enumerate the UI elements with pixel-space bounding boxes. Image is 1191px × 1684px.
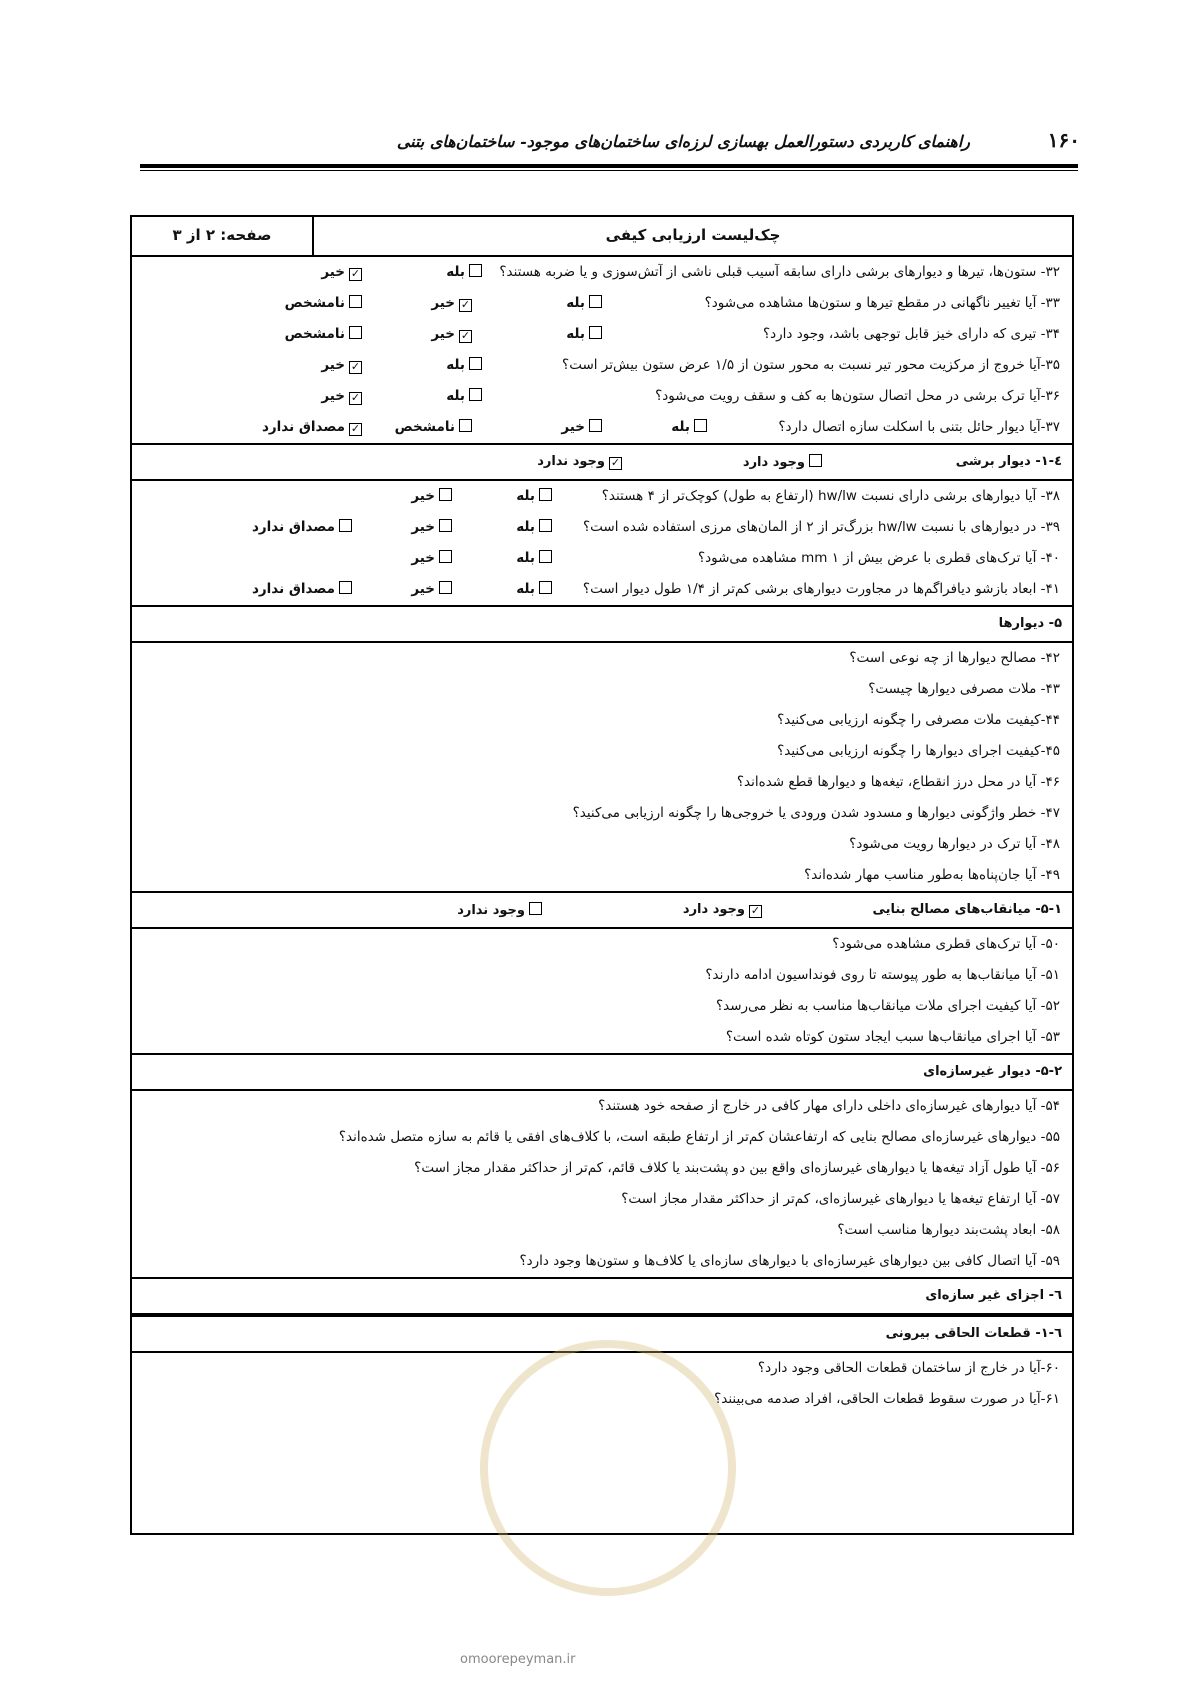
question-row: ۳۹- در دیوارهای با نسبت hw/lw بزرگ‌تر از ۲ از المان‌های مرزی استفاده شده است؟ بله خیر مصداق ندارد bbox=[251, 519, 1060, 535]
checkbox[interactable] bbox=[809, 454, 822, 467]
checkbox[interactable] bbox=[694, 419, 707, 432]
question-row: ۴۸- آیا ترک در دیوارها رویت می‌شود؟ bbox=[849, 836, 1060, 852]
question-row: ۴۹- آیا جان‌پناه‌ها به‌طور مناسب مهار شده‌اند؟ bbox=[804, 867, 1060, 883]
question-row: ۵۲- آیا کیفیت اجرای ملات میانقاب‌ها مناسب به نظر می‌رسد؟ bbox=[715, 998, 1060, 1014]
question-row: ۴۴-کیفیت ملات مصرفی را چگونه ارزیابی می‌کنید؟ bbox=[777, 712, 1060, 728]
question-row: ۶۰-آیا در خارج از ساختمان قطعات الحاقی وجود دارد؟ bbox=[757, 1360, 1060, 1376]
question-row: ۳۵-آیا خروج از مرکزیت محور تیر نسبت به محور ستون از ۱/۵ عرض ستون بیش‌تر است؟ بله ✓خیر bbox=[321, 357, 1060, 373]
question-row: ۵۰- آیا ترک‌های قطری مشاهده می‌شود؟ bbox=[832, 936, 1060, 952]
checkbox[interactable] bbox=[469, 388, 482, 401]
form-page: صفحه: ۲ از ۳ bbox=[132, 217, 314, 255]
question-row: ۳۲- ستون‌ها، تیرها و دیوارهای برشی دارای سابقه آسیب قبلی ناشی از آتش‌سوزی و یا ضربه هستند؟ بله ✓خیر bbox=[321, 264, 1060, 280]
watermark-seal bbox=[480, 1340, 736, 1596]
question-row: ۶۱-آیا در صورت سقوط قطعات الحاقی، افراد صدمه می‌بینند؟ bbox=[714, 1391, 1060, 1407]
question-row: ۵۹- آیا اتصال کافی بین دیوارهای غیرسازه‌ای با دیوارهای سازه‌ای یا کلاف‌ها و ستون‌ها وجود دارد؟ bbox=[519, 1253, 1060, 1269]
checkbox[interactable] bbox=[539, 581, 552, 594]
question-row: ۵۱- آیا میانقاب‌ها به طور پیوسته تا روی فونداسیون ادامه دارند؟ bbox=[705, 967, 1060, 983]
checklist-form bbox=[130, 215, 1074, 1535]
checkbox[interactable]: ✓ bbox=[750, 904, 761, 917]
checkbox[interactable] bbox=[589, 295, 602, 308]
checkbox[interactable] bbox=[339, 581, 352, 594]
question-row: ۵۷- آیا ارتفاع تیغه‌ها یا دیوارهای غیرسازه‌ای، کم‌تر از حداکثر مقدار مجاز است؟ bbox=[621, 1191, 1060, 1207]
question-row: ۴۲- مصالح دیوارها از چه نوعی است؟ bbox=[849, 650, 1060, 666]
running-title: راهنمای کاربردی دستورالعمل بهسازی لرزه‌ای ساختمان‌های موجود- ساختمان‌های بتنی bbox=[396, 132, 970, 151]
checkbox[interactable] bbox=[539, 488, 552, 501]
checkbox[interactable] bbox=[529, 902, 542, 915]
checkbox[interactable]: ✓ bbox=[610, 456, 621, 469]
checkbox[interactable]: ✓ bbox=[350, 422, 361, 435]
question-row: ۴۳- ملات مصرفی دیوارها چیست؟ bbox=[868, 681, 1060, 697]
section-header: ٤-۱- دیوار برشی وجود دارد ✓وجود ندارد bbox=[132, 443, 1072, 481]
checkbox[interactable] bbox=[469, 357, 482, 370]
question-row: ۴۶- آیا در محل درز انقطاع، تیغه‌ها و دیوارها قطع شده‌اند؟ bbox=[736, 774, 1060, 790]
question-row: ۵۵- دیوارهای غیرسازه‌ای مصالح بنایی که ارتفاعشان کم‌تر از ارتفاع طبقه است، با کلاف‌های افقی یا قائم به سازه متصل شده‌اند؟ bbox=[338, 1129, 1060, 1145]
question-row: ۴۰- آیا ترک‌های قطری با عرض بیش از ۱ mm مشاهده می‌شود؟ بله خیر bbox=[411, 550, 1060, 566]
section-header: ٦- اجزای غیر سازه‌ای bbox=[132, 1277, 1072, 1315]
form-title: چک‌لیست ارزیابی کیفی bbox=[605, 226, 781, 244]
question-row: ۴۱- ابعاد بازشو دیافراگم‌ها در مجاورت دیوارهای برشی کم‌تر از ۱/۴ طول دیوار است؟ بله خیر مصداق ندارد bbox=[251, 581, 1060, 597]
footer-url: omoorepeyman.ir bbox=[460, 1652, 576, 1667]
checkbox[interactable] bbox=[349, 295, 362, 308]
question-row: ۳۳- آیا تغییر ناگهانی در مقطع تیرها و ستون‌ها مشاهده می‌شود؟ بله ✓خیر نامشخص bbox=[284, 295, 1060, 311]
question-row: ۳۸- آیا دیوارهای برشی دارای نسبت hw/lw (ارتفاع به طول) کوچک‌تر از ۴ هستند؟ بله خیر bbox=[411, 488, 1060, 504]
section-header: ۵- دیوارها bbox=[132, 605, 1072, 643]
checkbox[interactable]: ✓ bbox=[350, 391, 361, 404]
checkbox[interactable] bbox=[589, 419, 602, 432]
checkbox[interactable] bbox=[459, 419, 472, 432]
checkbox[interactable]: ✓ bbox=[460, 298, 471, 311]
checkbox[interactable] bbox=[439, 550, 452, 563]
section-header: ۵-۲- دیوار غیرسازه‌ای bbox=[132, 1053, 1072, 1091]
checkbox[interactable] bbox=[439, 519, 452, 532]
question-row: ۵۸- ابعاد پشت‌بند دیوارها مناسب است؟ bbox=[837, 1222, 1060, 1238]
section-header: ٦-۱- قطعات الحاقی بیرونی bbox=[132, 1315, 1072, 1353]
page-number: ۱۶۰ bbox=[1047, 128, 1080, 152]
checkbox[interactable] bbox=[339, 519, 352, 532]
question-row: ۳۴- تیری که دارای خیز قابل توجهی باشد، وجود دارد؟ بله ✓خیر نامشخص bbox=[284, 326, 1060, 342]
question-row: ۴۵-کیفیت اجرای دیوارها را چگونه ارزیابی می‌کنید؟ bbox=[777, 743, 1060, 759]
checkbox[interactable] bbox=[349, 326, 362, 339]
question-row: ۳۷-آیا دیوار حائل بتنی با اسکلت سازه اتصال دارد؟ بله خیر نامشخص ✓مصداق ندارد bbox=[261, 419, 1060, 435]
header-rule bbox=[140, 164, 1078, 168]
checkbox[interactable] bbox=[539, 550, 552, 563]
checkbox[interactable] bbox=[469, 264, 482, 277]
checkbox[interactable] bbox=[539, 519, 552, 532]
question-row: ۳۶-آیا ترک برشی در محل اتصال ستون‌ها به کف و سقف رویت می‌شود؟ بله ✓خیر bbox=[321, 388, 1060, 404]
checkbox[interactable]: ✓ bbox=[350, 267, 361, 280]
header-rule-thin bbox=[140, 170, 1078, 171]
checkbox[interactable]: ✓ bbox=[460, 329, 471, 342]
checkbox[interactable] bbox=[439, 488, 452, 501]
checkbox[interactable] bbox=[439, 581, 452, 594]
checkbox[interactable]: ✓ bbox=[350, 360, 361, 373]
section-header: ۵-۱- میانقاب‌های مصالح بنایی ✓وجود دارد وجود ندارد bbox=[132, 891, 1072, 929]
page-header bbox=[140, 126, 1080, 160]
checkbox[interactable] bbox=[589, 326, 602, 339]
question-row: ۴۷- خطر واژگونی دیوارها و مسدود شدن ورودی یا خروجی‌ها را چگونه ارزیابی می‌کنید؟ bbox=[572, 805, 1060, 821]
form-header bbox=[132, 217, 1072, 257]
question-row: ۵۶- آیا طول آزاد تیغه‌ها یا دیوارهای غیرسازه‌ای واقع بین دو پشت‌بند یا کلاف قائم، کم‌تر از حداکثر مقدار مجاز است؟ bbox=[414, 1160, 1060, 1176]
question-row: ۵۳- آیا اجرای میانقاب‌ها سبب ایجاد ستون کوتاه شده است؟ bbox=[725, 1029, 1060, 1045]
question-row: ۵۴- آیا دیوارهای غیرسازه‌ای داخلی دارای مهار کافی در خارج از صفحه خود هستند؟ bbox=[598, 1098, 1060, 1114]
